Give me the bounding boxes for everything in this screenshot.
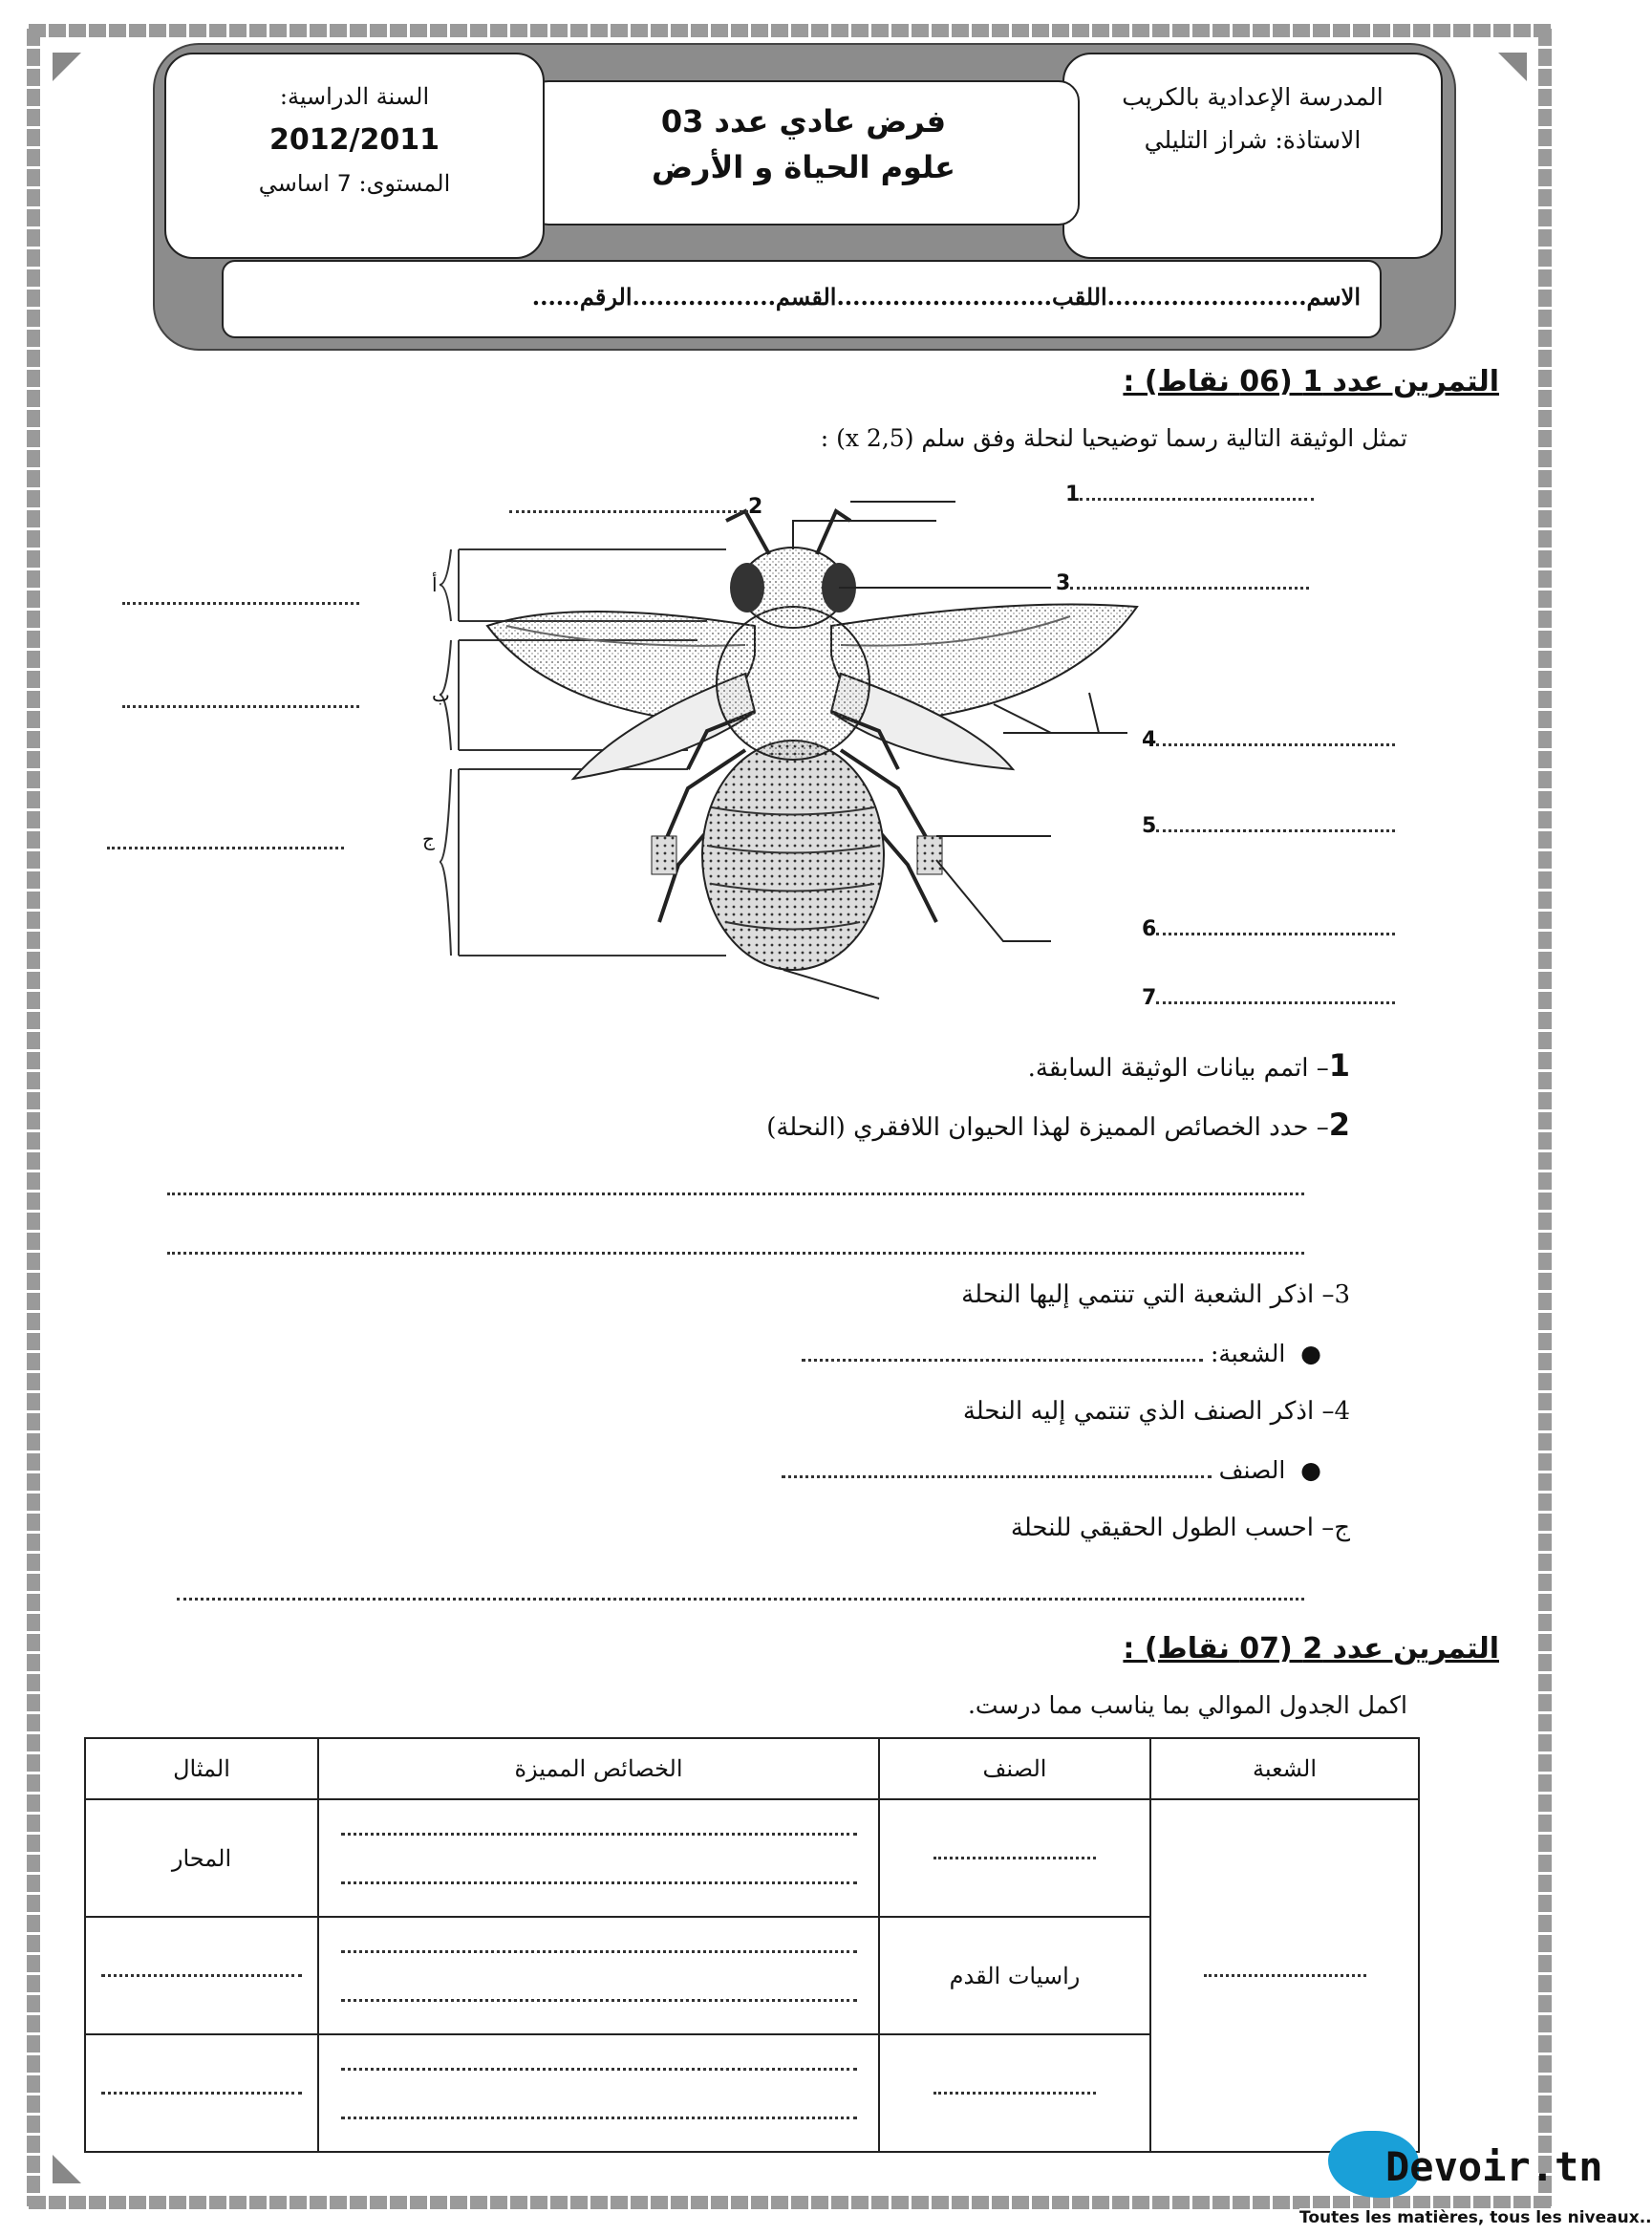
class-cell[interactable]	[879, 1799, 1150, 1917]
figure-label-5-num: 5	[1142, 814, 1157, 838]
compound-eye-left	[730, 563, 764, 612]
logo-name: Devoir.tn	[1385, 2143, 1603, 2190]
school-name: المدرسة الإعدادية بالكريب	[1122, 83, 1384, 111]
question-2	[766, 1107, 1350, 1143]
phylum-cell-merged[interactable]	[1150, 1799, 1419, 2152]
abdomen	[702, 741, 884, 970]
student-info-line: الاسم.........................اللقب...........................القسم..................الرقم......	[531, 283, 1361, 311]
frame-top	[29, 24, 1551, 37]
table-header-row	[85, 1738, 1419, 1799]
bracket-letter-c: ج	[422, 827, 435, 850]
question-1	[1028, 1047, 1350, 1084]
devoir-logo[interactable]	[1299, 2126, 1652, 2233]
figure-label-5	[1142, 814, 1395, 838]
phylum-answer-blank[interactable]	[802, 1359, 1203, 1362]
answer-line-q5[interactable]	[177, 1598, 1304, 1601]
bracket-letter-a: أ	[432, 573, 438, 596]
phylum-field	[802, 1340, 1321, 1367]
level-label: المستوى:	[358, 170, 451, 197]
bee-figure	[401, 483, 1185, 989]
figure-label-7	[1142, 986, 1395, 1010]
header-year-box	[164, 53, 545, 259]
level-value: 7 اساسي	[258, 170, 352, 197]
bracket-letter-b: ب	[432, 683, 450, 706]
class-cell: راسيات القدم	[879, 1917, 1150, 2034]
question-1-text: – اتمم بيانات الوثيقة السابقة.	[1027, 1054, 1329, 1083]
logo-tagline: Toutes les matières, tous les niveaux..	[1299, 2208, 1652, 2227]
corner-tl	[53, 53, 81, 81]
figure-label-2	[509, 495, 762, 519]
teacher-name: الاستاذة: شراز التليلي	[1144, 126, 1362, 154]
figure-label-7-num: 7	[1142, 986, 1157, 1010]
figure-label-6-num: 6	[1142, 917, 1157, 941]
exercise1-title: التمرين عدد 1 (06 نقاط) :	[1123, 365, 1499, 398]
year-label: السنة الدراسية:	[279, 83, 430, 110]
corner-tr	[1498, 53, 1527, 81]
class-field-label: الصنف	[1218, 1456, 1286, 1484]
level	[166, 170, 543, 197]
figure-label-1-num: 1	[1065, 483, 1081, 506]
exercise2-intro: اكمل الجدول الموالي بما يناسب مما درست.	[967, 1691, 1407, 1719]
figure-label-4	[1142, 728, 1395, 752]
answer-blank-c[interactable]	[107, 847, 344, 849]
features-cell[interactable]	[318, 1917, 879, 2034]
question-5: ج– احسب الطول الحقيقي للنحلة	[1010, 1514, 1350, 1542]
figure-label-1	[1065, 483, 1314, 506]
figure-label-3-num: 3	[1056, 571, 1071, 595]
features-cell[interactable]	[318, 2034, 879, 2152]
header-features: الخصائص المميزة	[318, 1738, 879, 1799]
features-cell[interactable]	[318, 1799, 879, 1917]
question-4: 4– اذكر الصنف الذي تنتمي إليه النحلة	[962, 1397, 1350, 1426]
class-field	[782, 1456, 1321, 1484]
thorax	[717, 607, 869, 760]
class-answer-blank[interactable]	[782, 1475, 1212, 1478]
classification-table	[84, 1737, 1420, 2153]
school-year: 2012/2011	[269, 123, 440, 157]
class-cell[interactable]	[879, 2034, 1150, 2152]
bracket-lines	[440, 549, 726, 956]
pollen-basket-left	[652, 836, 676, 874]
answer-line-q2-1[interactable]	[167, 1193, 1304, 1195]
subject-title: علوم الحياة و الأرض	[651, 149, 956, 185]
student-info-box	[222, 260, 1382, 338]
header-school-box	[1062, 53, 1443, 259]
figure-label-2-num: 2	[748, 495, 763, 519]
header-phylum: الشعبة	[1150, 1738, 1419, 1799]
answer-blank-b[interactable]	[122, 705, 359, 708]
figure-label-3	[1056, 571, 1309, 595]
exercise1-intro: تمثل الوثيقة التالية رسما توضيحيا لنحلة وفق سلم (x 2,5) :	[820, 424, 1407, 452]
answer-blank-a[interactable]	[122, 602, 359, 605]
question-1-num: 1	[1328, 1047, 1350, 1084]
corner-bl	[53, 2155, 81, 2183]
phylum-field-label: الشعبة:	[1210, 1340, 1286, 1367]
frame-right	[1538, 29, 1552, 2206]
bullet-icon: ●	[1285, 1456, 1321, 1484]
question-2-num: 2	[1328, 1107, 1350, 1143]
question-3: 3– اذكر الشعبة التي تنتمي إليها النحلة	[961, 1280, 1350, 1309]
header-title-box	[527, 80, 1080, 226]
pollen-basket-right	[917, 836, 942, 874]
table-row	[85, 1799, 1419, 1917]
header-example: المثال	[85, 1738, 318, 1799]
figure-label-6	[1142, 917, 1395, 941]
figure-label-4-num: 4	[1142, 728, 1157, 752]
example-cell[interactable]	[85, 1917, 318, 2034]
header-class: الصنف	[879, 1738, 1150, 1799]
frame-left	[27, 29, 40, 2206]
answer-line-q2-2[interactable]	[167, 1252, 1304, 1255]
question-2-text: – حدد الخصائص المميزة لهذا الحيوان اللافقري (النحلة)	[766, 1113, 1329, 1142]
example-cell: المحار	[85, 1799, 318, 1917]
bullet-icon: ●	[1285, 1340, 1321, 1367]
exam-title: فرض عادي عدد 03	[660, 103, 947, 140]
exercise2-title: التمرين عدد 2 (07 نقاط) :	[1123, 1632, 1499, 1666]
example-cell[interactable]	[85, 2034, 318, 2152]
